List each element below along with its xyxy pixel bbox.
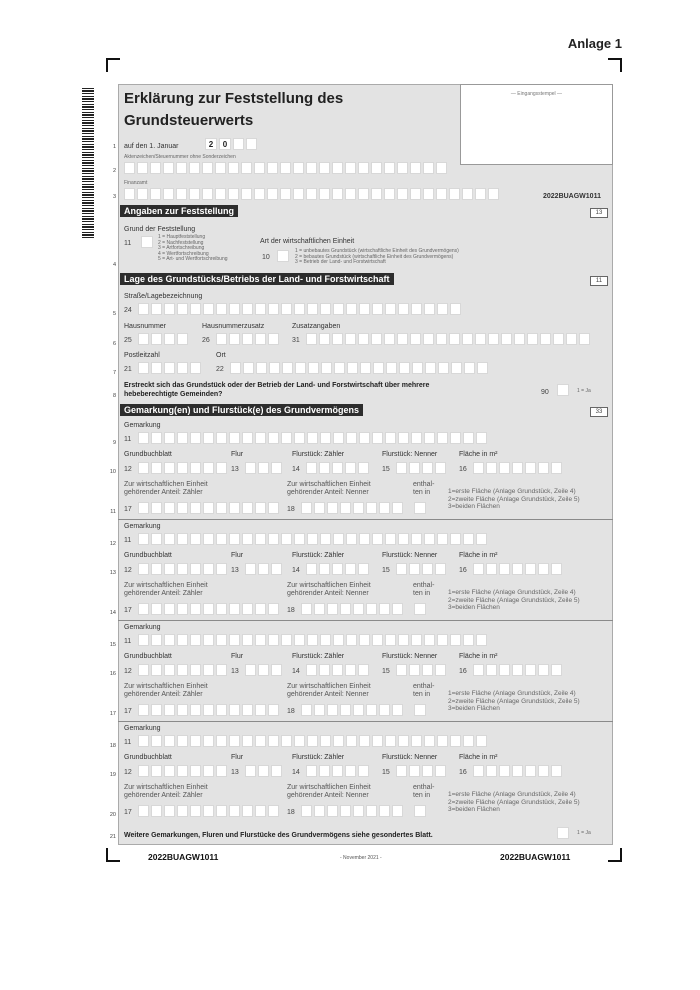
art-field-number: 10 [262, 254, 270, 261]
zaehler-field-number: 14 [292, 567, 300, 574]
anteil-nenner-field-number: 18 [287, 809, 295, 816]
corner-mark-top-right [608, 58, 622, 72]
weitere-gemarkungen-input[interactable] [557, 827, 569, 839]
flaeche-input[interactable] [473, 563, 562, 575]
question-field-number: 90 [541, 389, 549, 396]
grundbuchblatt-label: Grundbuchblatt [124, 451, 172, 458]
enthalten-label: enthal- ten in [413, 582, 435, 597]
hausnummer-field-number: 25 [124, 337, 132, 344]
gemarkung-input[interactable] [138, 735, 487, 747]
flurstueck-zaehler-input[interactable] [306, 664, 369, 676]
row-number: 10 [109, 469, 116, 475]
zusatzangaben-label: Zusatzangaben [292, 323, 341, 330]
gemarkung-label: Gemarkung [124, 624, 161, 631]
gemarkung-field-number: 11 [124, 739, 132, 746]
gemarkung-field-number: 11 [124, 638, 132, 645]
hausnummerzusatz-label: Hausnummerzusatz [202, 323, 265, 330]
anteil-nenner-label: Zur wirtschaftlichen Einheit gehörender Anteil: Nenner [287, 683, 371, 698]
flur-label: Flur [231, 754, 244, 761]
row-number: 6 [112, 341, 116, 347]
flur-field-number: 13 [231, 668, 239, 675]
flurstueck-nenner-input[interactable] [396, 462, 446, 474]
anteil-zaehler-field-number: 17 [124, 506, 132, 513]
enthalten-hint: 1=erste Fläche (Anlage Grundstück, Zeile 4) 2=zweite Fläche (Anlage Grundstück, Zeile 5) 3=beiden Flächen [448, 488, 580, 510]
year-digit-2[interactable]: 0 [219, 138, 231, 150]
zaehler-field-number: 14 [292, 668, 300, 675]
gemarkung-field-number: 11 [124, 537, 132, 544]
section-lage-code: 11 [590, 276, 608, 286]
flaeche-field-number: 16 [459, 769, 467, 776]
flaeche-label: Fläche in m² [459, 451, 498, 458]
plz-input[interactable] [138, 362, 201, 374]
plz-label: Postleitzahl [124, 352, 160, 359]
flurstueck-nenner-label: Flurstück: Nenner [382, 451, 438, 458]
flurstueck-nenner-input[interactable] [396, 664, 446, 676]
anteil-zaehler-input[interactable] [138, 805, 279, 817]
enthalten-input[interactable] [414, 805, 426, 817]
row-number: 4 [112, 262, 116, 268]
row-number: 16 [109, 671, 116, 677]
row-number: 17 [109, 711, 116, 717]
anteil-zaehler-field-number: 17 [124, 809, 132, 816]
zusatz-field-number: 26 [202, 337, 210, 344]
block-divider [118, 620, 613, 621]
grund-field-number: 11 [124, 240, 132, 247]
grundbuchblatt-field-number: 12 [124, 567, 132, 574]
gemarkung-field-number: 11 [124, 436, 132, 443]
weitere-gemarkungen-label: Weitere Gemarkungen, Fluren und Flurstücke des Grundvermögens siehe gesondertes Blatt. [124, 832, 433, 839]
flaeche-field-number: 16 [459, 466, 467, 473]
grundbuchblatt-label: Grundbuchblatt [124, 552, 172, 559]
nenner-field-number: 15 [382, 466, 390, 473]
row-number: 5 [112, 311, 116, 317]
flurstueck-zaehler-label: Flurstück: Zähler [292, 552, 345, 559]
nenner-field-number: 15 [382, 769, 390, 776]
section-feststellung-code: 13 [590, 208, 608, 218]
corner-mark-bottom-left [106, 848, 120, 862]
hausnummer-label: Hausnummer [124, 323, 167, 330]
footer-doc-id-left: 2022BUAGW1011 [148, 852, 219, 862]
flur-input[interactable] [245, 664, 282, 676]
row-number: 13 [109, 570, 116, 576]
enthalten-input[interactable] [414, 603, 426, 615]
grund-input[interactable] [141, 236, 153, 248]
grundbuchblatt-field-number: 12 [124, 668, 132, 675]
weitere-gemarkungen-hint: 1 = Ja [577, 830, 591, 836]
flaeche-label: Fläche in m² [459, 754, 498, 761]
anteil-zaehler-label: Zur wirtschaftlichen Einheit gehörender Anteil: Zähler [124, 481, 208, 496]
gemarkung-label: Gemarkung [124, 725, 161, 732]
anteil-zaehler-input[interactable] [138, 704, 279, 716]
flur-input[interactable] [245, 563, 282, 575]
hausnummerzusatz-input[interactable] [216, 333, 279, 345]
anteil-nenner-field-number: 18 [287, 506, 295, 513]
grundbuchblatt-input[interactable] [138, 462, 227, 474]
strasse-input[interactable] [138, 303, 461, 315]
row-number: 8 [112, 393, 116, 399]
ort-label: Ort [216, 352, 226, 359]
grundbuchblatt-field-number: 12 [124, 769, 132, 776]
enthalten-label: enthal- ten in [413, 784, 435, 799]
anteil-zaehler-field-number: 17 [124, 607, 132, 614]
steuernummer-input[interactable] [124, 162, 447, 174]
strasse-field-number: 24 [124, 307, 132, 314]
flurstueck-zaehler-input[interactable] [306, 765, 369, 777]
stamp-label: — Eingangsstempel — [510, 91, 563, 97]
row-number: 12 [109, 541, 116, 547]
corner-mark-top-left [106, 58, 120, 72]
art-label: Art der wirtschaftlichen Einheit [260, 238, 355, 245]
anteil-nenner-field-number: 18 [287, 607, 295, 614]
flurstueck-nenner-label: Flurstück: Nenner [382, 552, 438, 559]
block-divider [118, 721, 613, 722]
flur-label: Flur [231, 653, 244, 660]
row-number: 18 [109, 743, 116, 749]
enthalten-input[interactable] [414, 704, 426, 716]
row-number: 21 [109, 834, 116, 840]
grundbuchblatt-field-number: 12 [124, 466, 132, 473]
flaeche-label: Fläche in m² [459, 552, 498, 559]
finanzamt-label: Finanzamt [124, 180, 148, 186]
row-number: 1 [112, 144, 116, 150]
flaeche-label: Fläche in m² [459, 653, 498, 660]
barcode-icon [82, 88, 94, 240]
zusatzangaben-field-number: 31 [292, 337, 300, 344]
anteil-nenner-input[interactable] [301, 805, 403, 817]
grundbuchblatt-label: Grundbuchblatt [124, 754, 172, 761]
flaeche-input[interactable] [473, 664, 562, 676]
row-number: 7 [112, 370, 116, 376]
gemarkung-label: Gemarkung [124, 422, 161, 429]
row-number: 11 [110, 509, 116, 515]
section-gemarkung-title: Gemarkung(en) und Flurstück(e) des Grundvermögens [120, 404, 363, 416]
row-number: 15 [109, 642, 116, 648]
flur-field-number: 13 [231, 567, 239, 574]
block-divider [118, 519, 613, 520]
ort-input[interactable] [230, 362, 488, 374]
flur-input[interactable] [245, 765, 282, 777]
gemarkung-label: Gemarkung [124, 523, 161, 530]
anteil-nenner-label: Zur wirtschaftlichen Einheit gehörender Anteil: Nenner [287, 784, 371, 799]
anteil-nenner-input[interactable] [301, 502, 403, 514]
mehrere-gemeinden-question: Erstreckt sich das Grundstück oder der Betrieb der Land- und Forstwirtschaft über mehrere [124, 382, 430, 389]
row-number: 19 [109, 772, 116, 778]
enthalten-label: enthal- ten in [413, 683, 435, 698]
footer-doc-id-right: 2022BUAGW1011 [500, 852, 571, 862]
anteil-nenner-input[interactable] [301, 603, 403, 615]
row-number: 14 [109, 610, 116, 616]
form-title-line1: Erklärung zur Feststellung des [124, 90, 344, 107]
flurstueck-zaehler-input[interactable] [306, 462, 369, 474]
doc-id-top: 2022BUAGW1011 [543, 193, 601, 200]
enthalten-hint: 1=erste Fläche (Anlage Grundstück, Zeile 4) 2=zweite Fläche (Anlage Grundstück, Zeile 5) 3=beiden Flächen [448, 589, 580, 611]
enthalten-input[interactable] [414, 502, 426, 514]
strasse-label: Straße/Lagebezeichnung [124, 293, 203, 300]
gemarkung-input[interactable] [138, 634, 487, 646]
section-gemarkung-code: 33 [590, 407, 608, 417]
flur-input[interactable] [245, 462, 282, 474]
art-options: 1 = unbebautes Grundstück (wirtschaftliche Einheit des Grundvermögens) 2 = bebautes Grundstück (wirtschaftliche Einheit des Grundvermögens) 3 = Betrieb der Land- und Forstwirtschaft [295, 248, 459, 265]
enthalten-hint: 1=erste Fläche (Anlage Grundstück, Zeile 4) 2=zweite Fläche (Anlage Grundstück, Zeile 5) 3=beiden Flächen [448, 690, 580, 712]
flur-label: Flur [231, 552, 244, 559]
flaeche-input[interactable] [473, 462, 562, 474]
year-digit-1[interactable]: 2 [205, 138, 217, 150]
anteil-nenner-label: Zur wirtschaftlichen Einheit gehörender Anteil: Nenner [287, 481, 371, 496]
anteil-zaehler-input[interactable] [138, 502, 279, 514]
flurstueck-nenner-label: Flurstück: Nenner [382, 653, 438, 660]
grund-label: Grund der Feststellung [124, 226, 196, 233]
flaeche-field-number: 16 [459, 668, 467, 675]
zusatzangaben-input[interactable] [306, 333, 590, 345]
anlage-label: Anlage 1 [567, 36, 622, 51]
footer-date: - November 2021 - [340, 855, 382, 861]
art-input[interactable] [277, 250, 289, 262]
ort-field-number: 22 [216, 366, 224, 373]
enthalten-label: enthal- ten in [413, 481, 435, 496]
hausnummer-input[interactable] [138, 333, 188, 345]
flurstueck-nenner-input[interactable] [396, 765, 446, 777]
finanzamt-input[interactable] [124, 188, 499, 200]
section-feststellung-title: Angaben zur Feststellung [120, 205, 238, 217]
anteil-zaehler-label: Zur wirtschaftlichen Einheit gehörender Anteil: Zähler [124, 582, 208, 597]
flurstueck-zaehler-input[interactable] [306, 563, 369, 575]
stichtag-label: auf den 1. Januar [124, 143, 179, 150]
anteil-zaehler-input[interactable] [138, 603, 279, 615]
anteil-nenner-label: Zur wirtschaftlichen Einheit gehörender Anteil: Nenner [287, 582, 371, 597]
year-input[interactable] [233, 138, 257, 150]
eingangsstempel-field [460, 84, 613, 165]
row-number: 3 [112, 194, 116, 200]
form-title-line2: Grundsteuerwerts [124, 112, 254, 129]
row-number: 20 [109, 812, 116, 818]
anteil-zaehler-label: Zur wirtschaftlichen Einheit gehörender Anteil: Zähler [124, 784, 208, 799]
grundbuchblatt-label: Grundbuchblatt [124, 653, 172, 660]
row-number: 9 [112, 440, 116, 446]
flur-field-number: 13 [231, 466, 239, 473]
flurstueck-zaehler-label: Flurstück: Zähler [292, 653, 345, 660]
mehrere-gemeinden-question-2: hebeberechtigte Gemeinden? [124, 391, 223, 398]
nenner-field-number: 15 [382, 668, 390, 675]
plz-field-number: 21 [124, 366, 132, 373]
flurstueck-zaehler-label: Flurstück: Zähler [292, 754, 345, 761]
anteil-nenner-field-number: 18 [287, 708, 295, 715]
zaehler-field-number: 14 [292, 769, 300, 776]
anteil-zaehler-field-number: 17 [124, 708, 132, 715]
aktenzeichen-label: Aktenzeichen/Steuernummer ohne Sonderzeichen [124, 154, 236, 160]
flurstueck-zaehler-label: Flurstück: Zähler [292, 451, 345, 458]
flurstueck-nenner-input[interactable] [396, 563, 446, 575]
gemarkung-input[interactable] [138, 533, 487, 545]
grundbuchblatt-input[interactable] [138, 664, 227, 676]
grundbuchblatt-input[interactable] [138, 563, 227, 575]
gemarkung-input[interactable] [138, 432, 487, 444]
section-lage-title: Lage des Grundstücks/Betriebs der Land- und Forstwirtschaft [120, 273, 394, 285]
flaeche-input[interactable] [473, 765, 562, 777]
nenner-field-number: 15 [382, 567, 390, 574]
flurstueck-nenner-label: Flurstück: Nenner [382, 754, 438, 761]
flur-label: Flur [231, 451, 244, 458]
corner-mark-bottom-right [608, 848, 622, 862]
anteil-zaehler-label: Zur wirtschaftlichen Einheit gehörender Anteil: Zähler [124, 683, 208, 698]
mehrere-gemeinden-input[interactable] [557, 384, 569, 396]
flur-field-number: 13 [231, 769, 239, 776]
flaeche-field-number: 16 [459, 567, 467, 574]
row-number: 2 [112, 168, 116, 174]
enthalten-hint: 1=erste Fläche (Anlage Grundstück, Zeile 4) 2=zweite Fläche (Anlage Grundstück, Zeile 5) 3=beiden Flächen [448, 791, 580, 813]
question-hint: 1 = Ja [577, 388, 591, 394]
grund-options: 1 = Hauptfeststellung 2 = Nachfeststellung 3 = Artfortschreibung 4 = Wertfortschreibung 5 = Art- und Wertfortschreibung [158, 234, 228, 262]
zaehler-field-number: 14 [292, 466, 300, 473]
anteil-nenner-input[interactable] [301, 704, 403, 716]
grundbuchblatt-input[interactable] [138, 765, 227, 777]
